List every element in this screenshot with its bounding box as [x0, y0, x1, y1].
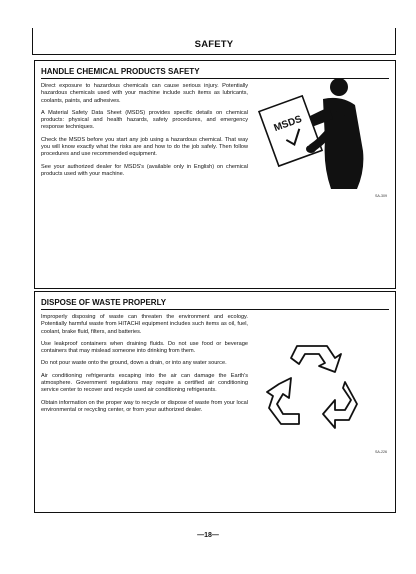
section-waste-disposal: [34, 291, 396, 513]
paragraph: Direct exposure to hazardous chemicals can cause serious injury. Potentially hazardous chemicals used with your machine include such items as lubricants, coolants, paints, and adhesives.: [41, 83, 248, 104]
paragraph: See your authorized dealer for MSDS's (available only in English) on chemical products used with your machine.: [41, 163, 248, 177]
page-title: SAFETY: [194, 39, 234, 50]
figure-code: SA-226: [375, 450, 387, 454]
page-header: [32, 28, 396, 55]
section-heading: HANDLE CHEMICAL PRODUCTS SAFETY: [41, 67, 389, 79]
msds-label: MSDS: [272, 113, 304, 135]
paragraph: Improperly disposing of waste can threaten the environment and ecology. Potentially harmful waste from HITACHI equipment includes such items as oil, fuel, coolant, brake fluid, filters, and batteries.: [41, 314, 248, 335]
section-body: [41, 314, 248, 419]
section-chemical-safety: [34, 60, 396, 289]
paragraph: Obtain information on the proper way to recycle or dispose of waste from your local environmental or recycling center, or from your authorized dealer.: [41, 399, 248, 413]
section-heading: DISPOSE OF WASTE PROPERLY: [41, 298, 389, 310]
section-body: [41, 83, 248, 183]
recycle-icon: [261, 338, 365, 438]
paragraph: Check the MSDS before you start any job using a hazardous chemical. That way you will know exactly what the risks are and how to do the job safely. Then follow procedures and use recommended equipment.: [41, 136, 248, 158]
paragraph: Air conditioning refrigerants escaping into the air can damage the Earth's atmosphere. Government regulations may require a certified air conditioning service center to recover and recycle used air conditioning refrigerants.: [41, 372, 248, 394]
paragraph: A Material Safety Data Sheet (MSDS) provides specific details on chemical products: physical and health hazards, safety procedures, and emergency response techniques.: [41, 109, 248, 131]
figure-code: SA-309: [375, 194, 387, 198]
paragraph: Use leakproof containers when draining fluids. Do not use food or beverage containers that may mislead someone into drinking from them.: [41, 340, 248, 355]
page-number: —18—: [197, 532, 219, 539]
paragraph: Do not pour waste onto the ground, down a drain, or into any water source.: [41, 360, 227, 367]
person-reading-msds-illustration: [253, 71, 373, 191]
